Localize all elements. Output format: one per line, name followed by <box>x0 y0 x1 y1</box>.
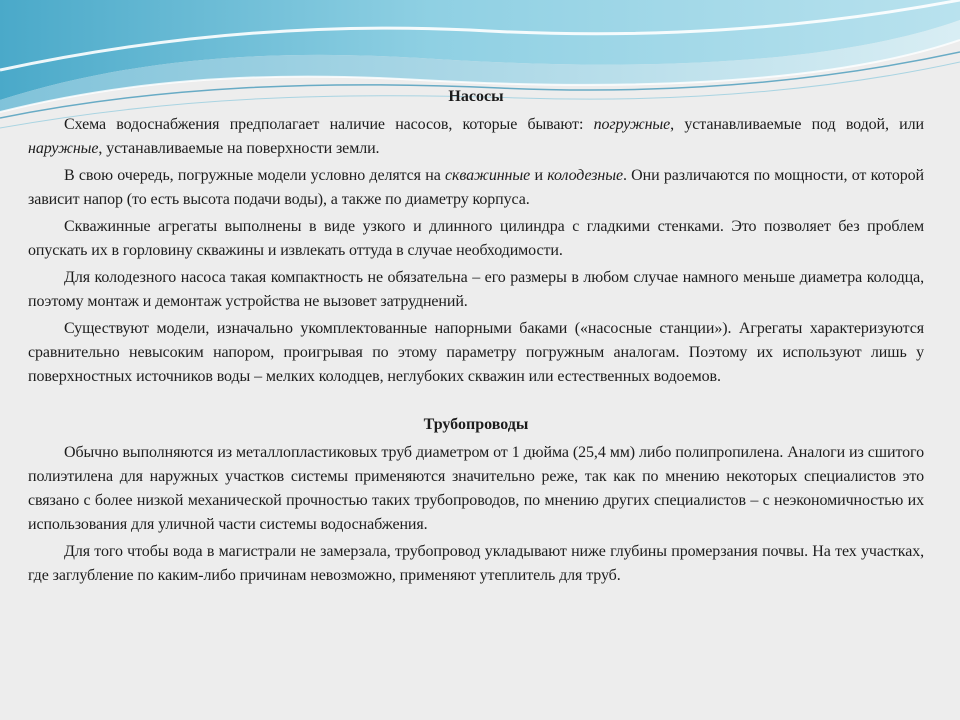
text-span: . Они различаются по мощности, от которой зависит напор (то есть высота подачи воды), а также по диаметру корпуса. <box>28 167 924 208</box>
text-span: , устанавливаемые под водой, или <box>670 116 924 133</box>
text-span: В свою очередь, погружные модели условно делятся на <box>64 167 446 184</box>
emphasis-external: наружные <box>28 140 99 157</box>
emphasis-well: колодезные <box>547 167 623 184</box>
section-title-pumps: Насосы <box>448 88 504 105</box>
emphasis-submersible: погружные <box>593 116 671 133</box>
pipes-paragraph-1: Обычно выполняются из металлопластиковых труб диаметром от 1 дюйма (25,4 мм) либо полипропилена. Аналоги из сшитого полиэтилена для наружных участков системы применяются значительно реже, так как по мнению некоторых специалистов это связано с более низкой механической прочностью таких трубопроводов, по мнению других специалистов – с неэкономичностью их использования для уличной части системы водоснабжения. <box>28 444 924 533</box>
pumps-paragraph-2 <box>28 164 924 212</box>
pumps-paragraph-3: Скважинные агрегаты выполнены в виде узкого и длинного цилиндра с гладкими стенками. Это позволяет без проблем опускать их в горловину скважины и извлекать оттуда в случае необходимости. <box>28 218 924 259</box>
pumps-paragraph-1 <box>28 113 924 161</box>
emphasis-borehole: скважинные <box>445 167 531 184</box>
slide-content <box>28 85 924 591</box>
section-spacer <box>28 392 924 413</box>
pumps-paragraph-4: Для колодезного насоса такая компактность не обязательна – его размеры в любом случае намного меньше диаметра колодца, поэтому монтаж и демонтаж устройства не вызовет затруднений. <box>28 269 924 310</box>
text-span: , устанавливаемые на поверхности земли. <box>98 140 380 157</box>
text-span: и <box>530 167 548 184</box>
text-span: Схема водоснабжения предполагает наличие насосов, которые бывают: <box>64 116 594 133</box>
pipes-paragraph-2: Для того чтобы вода в магистрали не замерзала, трубопровод укладывают ниже глубины промерзания почвы. На тех участках, где заглубление по каким-либо причинам невозможно, применяют утеплитель для труб. <box>28 543 924 584</box>
pumps-paragraph-5: Существуют модели, изначально укомплектованные напорными баками («насосные станции»). Агрегаты характеризуются сравнительно невысоким напором, проигрывая по этому параметру погружным аналогам. Поэтому их используют лишь у поверхностных источников воды – мелких колодцев, неглубоких скважин или естественных водоемов. <box>28 320 924 385</box>
section-title-pipes: Трубопроводы <box>423 416 529 433</box>
